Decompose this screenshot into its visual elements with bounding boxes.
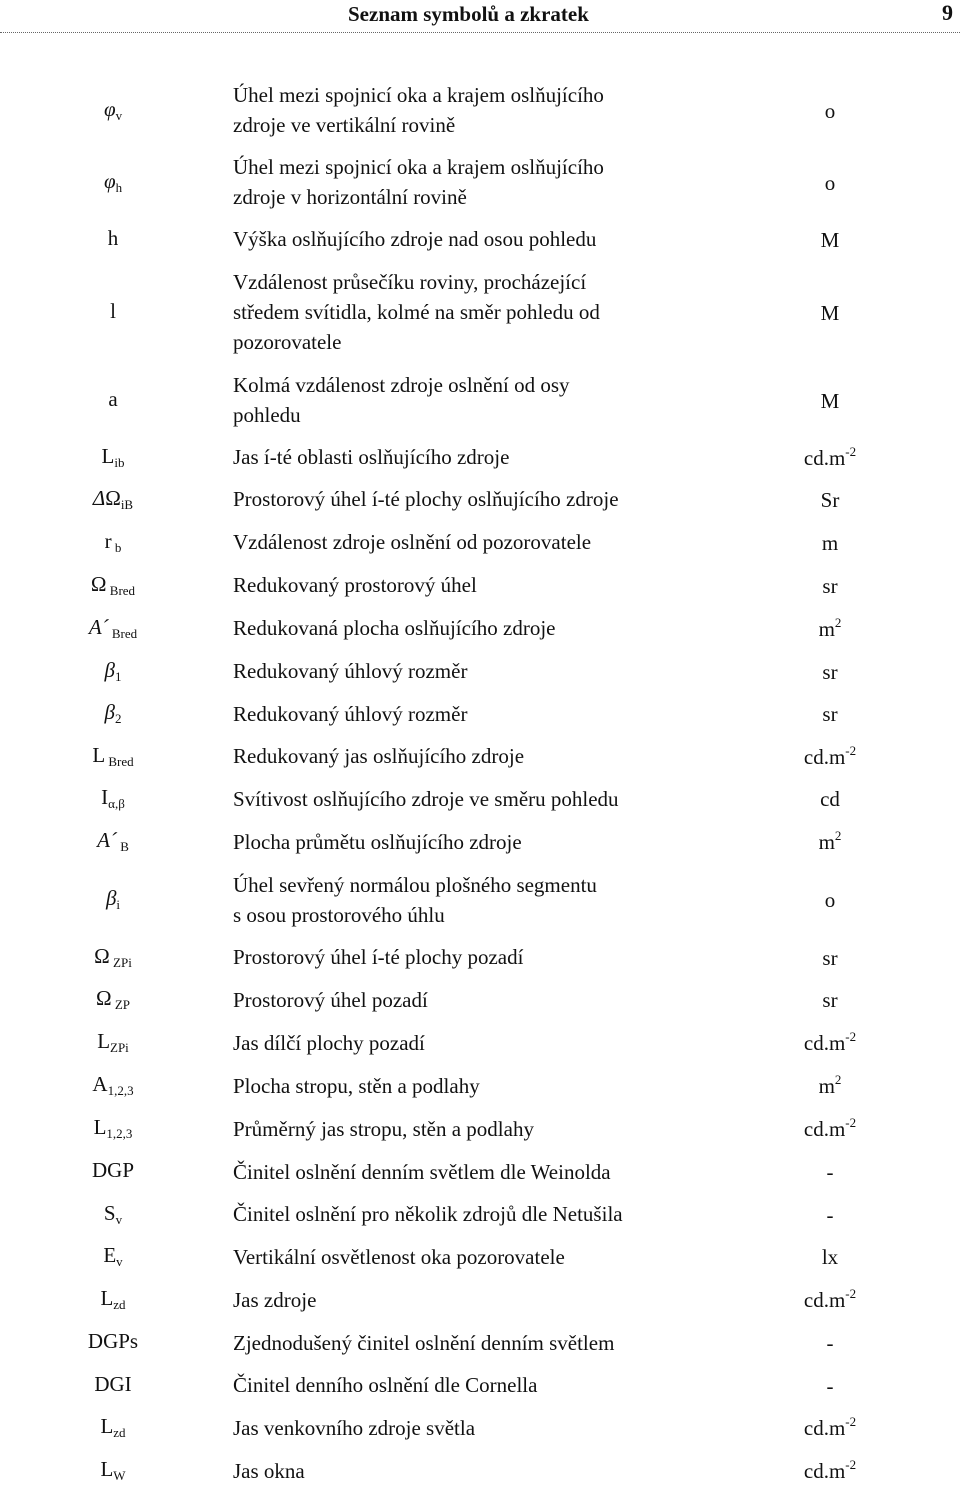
unit	[804, 1457, 856, 1484]
description-text: Úhel mezi spojnicí oka a krajem oslňujícího zdroje v horizontální rovině	[233, 155, 604, 209]
symbol-subscript: v	[115, 1211, 123, 1227]
symbol	[97, 1029, 129, 1056]
unit-cell	[770, 1235, 890, 1278]
unit-exponent: -2	[845, 742, 857, 758]
unit-cell	[770, 606, 890, 650]
symbol-cell	[58, 1235, 168, 1278]
unit	[822, 529, 838, 556]
table-row	[0, 364, 960, 436]
symbol-cell	[58, 1107, 168, 1150]
symbol-cell	[58, 1278, 168, 1321]
unit-exponent: 2	[834, 1072, 842, 1087]
unit	[827, 1201, 834, 1228]
description-text: Prostorový úhel í-té plochy pozadí	[233, 945, 524, 969]
description-text: Jas í-té oblasti oslňujícího zdroje	[233, 445, 510, 469]
unit-text: o	[824, 888, 836, 912]
description-text: Činitel oslnění denním světlem dle Weinolda	[233, 1159, 611, 1184]
symbol-cell	[58, 146, 168, 218]
unit-cell	[770, 564, 890, 606]
unit	[804, 1286, 856, 1313]
table-row	[0, 650, 960, 692]
unit-cell	[770, 1321, 890, 1364]
table-row	[0, 436, 960, 478]
description-text: Plocha průmětu oslňujícího zdroje	[233, 829, 522, 854]
description-cell	[233, 863, 703, 936]
unit	[822, 944, 837, 971]
unit-exponent: -2	[845, 1029, 857, 1044]
symbol-subscript: zd	[113, 1425, 126, 1440]
unit-cell	[770, 364, 890, 436]
symbol-cell	[58, 735, 168, 777]
symbol-subscript: i	[116, 897, 121, 912]
unit-cell	[770, 1364, 890, 1406]
table-row	[0, 1364, 960, 1406]
unit-exponent: 2	[834, 614, 842, 630]
unit-cell	[770, 436, 890, 478]
symbol	[88, 1329, 138, 1356]
symbol	[103, 1243, 122, 1270]
description-text: Redukovaný jas oslňujícího zdroje	[233, 744, 525, 768]
unit	[819, 615, 842, 642]
unit-cell	[770, 260, 890, 364]
description-cell	[233, 777, 703, 820]
unit-cell	[770, 478, 890, 520]
unit-cell	[770, 692, 890, 735]
description-text: Redukovaný prostorový úhel	[233, 573, 477, 597]
symbol-italic-part: β	[105, 886, 117, 910]
page-number: 9	[942, 0, 953, 25]
unit	[804, 743, 856, 770]
symbol-italic-part: φ	[103, 168, 116, 193]
symbol-subscript: v	[116, 1254, 123, 1269]
symbol-subscript: 2	[114, 711, 122, 726]
unit-cell	[770, 936, 890, 978]
unit-text: lx	[821, 1245, 839, 1269]
symbol-subscript: W	[113, 1468, 126, 1483]
page-title: Seznam symbolů a zkratek	[348, 2, 589, 26]
description-text: Vertikální osvětlenost oka pozorovatele	[233, 1244, 565, 1269]
unit-text: sr	[822, 702, 838, 726]
symbol	[104, 97, 122, 124]
symbol	[102, 444, 125, 471]
symbol-main-part: DGP	[91, 1158, 134, 1182]
description-text: Plocha stropu, stěn a podlahy	[233, 1073, 480, 1098]
description-text: Úhel sevřený normálou plošného segmentu s osou prostorového úhlu	[233, 872, 597, 927]
description-cell	[233, 1364, 703, 1406]
symbol-subscript: 1	[114, 668, 122, 684]
unit-text: cd	[820, 787, 840, 811]
unit	[804, 1029, 856, 1056]
unit	[821, 299, 840, 326]
symbol-subscript: v	[115, 107, 123, 123]
symbol-main-part: L	[100, 1457, 114, 1481]
unit-cell	[770, 650, 890, 692]
symbol-subscript: Bred	[106, 582, 136, 598]
unit	[827, 1158, 834, 1185]
description-text: Průměrný jas stropu, stěn a podlahy	[233, 1116, 534, 1141]
symbol-main-part: L	[97, 1029, 111, 1053]
unit-cell	[770, 735, 890, 777]
unit-text: o	[824, 170, 836, 195]
description-text: Činitel oslnění pro několik zdrojů dle Netušila	[233, 1202, 623, 1226]
symbol	[105, 529, 122, 556]
description-cell	[233, 478, 703, 520]
symbol-main-part: L	[100, 1286, 114, 1310]
symbol-cell	[58, 1064, 168, 1107]
symbol-main-part: I	[101, 785, 109, 809]
unit-text: cd.m	[803, 1031, 846, 1055]
description-text: Prostorový úhel pozadí	[233, 987, 428, 1012]
symbol-italic-part: Δ	[92, 485, 106, 510]
description-cell	[233, 218, 703, 260]
description-cell	[233, 1064, 703, 1107]
symbol-main-part: L	[101, 443, 115, 468]
symbol-subscript: α,β	[108, 796, 125, 811]
symbols-table	[0, 74, 960, 1492]
unit-cell	[770, 1107, 890, 1150]
symbol-subscript: b	[111, 539, 122, 555]
unit	[827, 1329, 834, 1356]
description-text: Svítivost oslňujícího zdroje ve směru pohledu	[233, 786, 619, 811]
unit-text: m	[818, 830, 835, 854]
table-row	[0, 1150, 960, 1193]
unit-text: m	[818, 1074, 835, 1098]
symbol-cell	[58, 478, 168, 520]
unit-cell	[770, 1150, 890, 1193]
unit-cell	[770, 863, 890, 936]
symbol-cell	[58, 1193, 168, 1235]
description-cell	[233, 1107, 703, 1150]
description-text: Výška oslňujícího zdroje nad osou pohledu	[233, 227, 597, 251]
symbol	[89, 615, 137, 642]
symbol-cell	[58, 1321, 168, 1364]
description-cell	[233, 1449, 703, 1492]
symbol-subscript: ZP	[111, 997, 131, 1012]
unit	[821, 387, 840, 414]
symbol-cell	[58, 520, 168, 564]
unit	[822, 658, 837, 685]
unit-cell	[770, 1278, 890, 1321]
unit-cell	[770, 777, 890, 820]
table-row	[0, 1278, 960, 1321]
description-cell	[233, 820, 703, 863]
description-text: Úhel mezi spojnicí oka a krajem oslňujícího zdroje ve vertikální rovině	[233, 83, 604, 137]
unit-text: -	[826, 1202, 834, 1227]
symbol-cell	[58, 436, 168, 478]
table-row	[0, 606, 960, 650]
symbol	[97, 828, 129, 855]
symbol-italic-part: β	[104, 657, 115, 682]
unit-text: cd.m	[803, 445, 846, 470]
symbol-main-part: h	[107, 225, 119, 250]
table-row	[0, 478, 960, 520]
symbol	[92, 1072, 133, 1099]
unit	[825, 169, 836, 196]
symbol	[96, 986, 130, 1013]
symbol-italic-part: β	[104, 700, 115, 724]
unit-text: m	[821, 530, 839, 555]
unit	[827, 1372, 834, 1399]
unit	[825, 886, 836, 913]
symbol-main-part: E	[103, 1243, 117, 1267]
unit-text: cd.m	[803, 1459, 846, 1483]
symbol-cell	[58, 1449, 168, 1492]
symbol-cell	[58, 936, 168, 978]
description-cell	[233, 1150, 703, 1193]
description-cell	[233, 936, 703, 978]
description-text: Kolmá vzdálenost zdroje oslnění od osy pohledu	[233, 373, 570, 427]
table-row	[0, 978, 960, 1021]
unit-cell	[770, 1406, 890, 1449]
symbol-cell	[58, 1364, 168, 1406]
unit	[822, 572, 837, 599]
table-row	[0, 564, 960, 606]
unit-text: Sr	[820, 487, 840, 512]
table-row	[0, 218, 960, 260]
description-cell	[233, 364, 703, 436]
table-row	[0, 74, 960, 146]
unit-text: -	[826, 1331, 834, 1355]
table-row	[0, 1235, 960, 1278]
description-text: Jas dílčí plochy pozadí	[233, 1030, 425, 1055]
table-row	[0, 146, 960, 218]
symbol-main-part: L	[93, 1115, 107, 1139]
description-cell	[233, 1235, 703, 1278]
unit	[804, 444, 856, 471]
unit	[819, 1072, 842, 1099]
symbol-subscript: B	[116, 839, 129, 854]
description-text: Prostorový úhel í-té plochy oslňujícího zdroje	[233, 487, 619, 511]
symbol-subscript: ib	[114, 454, 125, 470]
symbol	[100, 1286, 125, 1313]
symbol	[100, 1457, 125, 1484]
table-row	[0, 1064, 960, 1107]
unit-cell	[770, 978, 890, 1021]
symbol	[101, 785, 125, 812]
table-row	[0, 1449, 960, 1492]
symbol-cell	[58, 260, 168, 364]
symbol-main-part: DGPs	[87, 1329, 139, 1353]
unit-text: M	[820, 300, 840, 325]
unit-text: sr	[822, 659, 838, 684]
table-row	[0, 1406, 960, 1449]
symbol-subscript: h	[115, 179, 123, 195]
unit-cell	[770, 74, 890, 146]
table-row	[0, 1107, 960, 1150]
description-text: Činitel denního oslnění dle Cornella	[233, 1373, 538, 1397]
description-cell	[233, 1406, 703, 1449]
unit	[804, 1115, 856, 1142]
table-row	[0, 735, 960, 777]
symbol-cell	[58, 863, 168, 936]
unit-text: M	[820, 227, 840, 252]
unit-text: sr	[822, 988, 838, 1012]
unit-cell	[770, 520, 890, 564]
unit-text: cd.m	[803, 1117, 846, 1141]
unit-text: m	[818, 616, 835, 641]
unit-cell	[770, 1064, 890, 1107]
symbol-main-part: A	[92, 1072, 108, 1096]
table-row	[0, 1021, 960, 1064]
table-row	[0, 863, 960, 936]
unit-text: -	[826, 1373, 834, 1398]
description-cell	[233, 436, 703, 478]
symbol	[105, 658, 122, 685]
unit-text: cd.m	[803, 1416, 846, 1440]
unit-cell	[770, 1021, 890, 1064]
symbol-main-part: L	[92, 742, 106, 767]
unit-exponent: -2	[845, 1286, 857, 1301]
unit	[822, 1243, 838, 1270]
unit-exponent: -2	[845, 443, 857, 459]
description-cell	[233, 1278, 703, 1321]
description-cell	[233, 978, 703, 1021]
symbol-subscript: iB	[120, 496, 134, 512]
table-row	[0, 936, 960, 978]
description-text: Redukovaný úhlový rozměr	[233, 659, 468, 683]
unit-text: o	[824, 98, 836, 123]
unit-exponent: -2	[845, 1115, 857, 1130]
symbol	[92, 1158, 134, 1185]
description-text: Zjednodušený činitel oslnění denním světlem	[233, 1330, 615, 1355]
symbol-cell	[58, 978, 168, 1021]
symbol-main-part: Ω	[105, 485, 121, 510]
symbol	[105, 700, 122, 727]
description-cell	[233, 520, 703, 564]
symbol-cell	[58, 1021, 168, 1064]
unit-text: cd.m	[803, 1288, 846, 1312]
description-cell	[233, 1321, 703, 1364]
symbol-cell	[58, 364, 168, 436]
symbol-cell	[58, 650, 168, 692]
table-row	[0, 1193, 960, 1235]
description-cell	[233, 692, 703, 735]
symbol	[100, 1414, 125, 1441]
symbol-main-part: Ω	[94, 943, 110, 968]
description-text: Redukovaná plocha oslňujícího zdroje	[233, 616, 556, 640]
description-cell	[233, 564, 703, 606]
symbol	[94, 1115, 133, 1142]
unit-cell	[770, 1449, 890, 1492]
unit	[821, 486, 840, 513]
symbol-italic-part: φ	[103, 96, 116, 121]
unit	[819, 828, 842, 855]
symbol	[104, 169, 122, 196]
symbol-main-part: r	[104, 528, 112, 553]
symbol-cell	[58, 218, 168, 260]
table-row	[0, 520, 960, 564]
description-cell	[233, 146, 703, 218]
table-row	[0, 692, 960, 735]
symbol-cell	[58, 820, 168, 863]
description-text: Jas zdroje	[233, 1287, 317, 1312]
table-row	[0, 820, 960, 863]
unit-cell	[770, 218, 890, 260]
symbol-subscript: ZPi	[110, 1040, 129, 1055]
unit-exponent: 2	[834, 828, 842, 843]
table-row	[0, 1321, 960, 1364]
symbol	[106, 886, 120, 913]
description-cell	[233, 650, 703, 692]
symbol-italic-part: A´	[97, 828, 117, 852]
symbol-cell	[58, 564, 168, 606]
symbol-subscript: ZPi	[109, 954, 132, 970]
description-text: Vzdálenost průsečíku roviny, procházející středem svítidla, kolmé na směr pohledu od pozorovatele	[233, 270, 600, 354]
symbol-subscript: Bred	[108, 625, 138, 641]
description-text: Redukovaný úhlový rozměr	[233, 701, 468, 726]
unit	[804, 1414, 856, 1441]
description-text: Jas okna	[233, 1458, 305, 1483]
unit-exponent: -2	[845, 1414, 857, 1429]
description-text: Vzdálenost zdroje oslnění od pozorovatele	[233, 530, 592, 554]
symbol	[108, 226, 119, 253]
unit-text: -	[826, 1160, 834, 1184]
description-cell	[233, 74, 703, 146]
symbol-cell	[58, 777, 168, 820]
symbol-main-part: S	[103, 1200, 116, 1225]
symbol-subscript: zd	[113, 1297, 126, 1312]
symbol-subscript: 1,2,3	[107, 1083, 134, 1098]
description-cell	[233, 1193, 703, 1235]
unit-text: M	[820, 388, 840, 413]
unit	[822, 700, 837, 727]
symbol-main-part: l	[110, 298, 116, 323]
table-row	[0, 777, 960, 820]
symbol-cell	[58, 606, 168, 650]
unit-cell	[770, 820, 890, 863]
description-cell	[233, 260, 703, 364]
unit	[821, 226, 840, 253]
unit	[820, 785, 840, 812]
symbol-cell	[58, 1150, 168, 1193]
symbol-main-part: a	[108, 386, 118, 411]
symbol	[92, 743, 133, 770]
symbol-subscript: 1,2,3	[106, 1126, 133, 1141]
symbol-main-part: L	[100, 1414, 114, 1438]
symbol-main-part: Ω	[95, 986, 112, 1010]
unit-text: cd.m	[803, 744, 846, 769]
symbol-cell	[58, 1406, 168, 1449]
symbol-main-part: DGI	[94, 1371, 132, 1396]
symbol-cell	[58, 74, 168, 146]
symbol-main-part: Ω	[90, 571, 107, 596]
unit-text: sr	[822, 573, 838, 598]
unit-text: sr	[822, 945, 838, 970]
unit-cell	[770, 1193, 890, 1235]
symbol	[93, 486, 133, 513]
description-cell	[233, 1021, 703, 1064]
unit-cell	[770, 146, 890, 218]
unit-exponent: -2	[845, 1457, 857, 1472]
symbol	[94, 1372, 131, 1399]
symbol-subscript: Bred	[105, 753, 134, 769]
symbol-cell	[58, 692, 168, 735]
symbol-italic-part: A´	[88, 614, 109, 639]
table-row	[0, 260, 960, 364]
symbol	[110, 299, 116, 326]
page-header	[0, 0, 960, 33]
description-text: Jas venkovního zdroje světla	[233, 1415, 476, 1440]
description-cell	[233, 735, 703, 777]
symbol	[104, 1201, 122, 1228]
unit	[825, 97, 836, 124]
symbol	[94, 944, 132, 971]
symbol	[91, 572, 135, 599]
unit	[822, 986, 837, 1013]
symbol	[108, 387, 117, 414]
description-cell	[233, 606, 703, 650]
